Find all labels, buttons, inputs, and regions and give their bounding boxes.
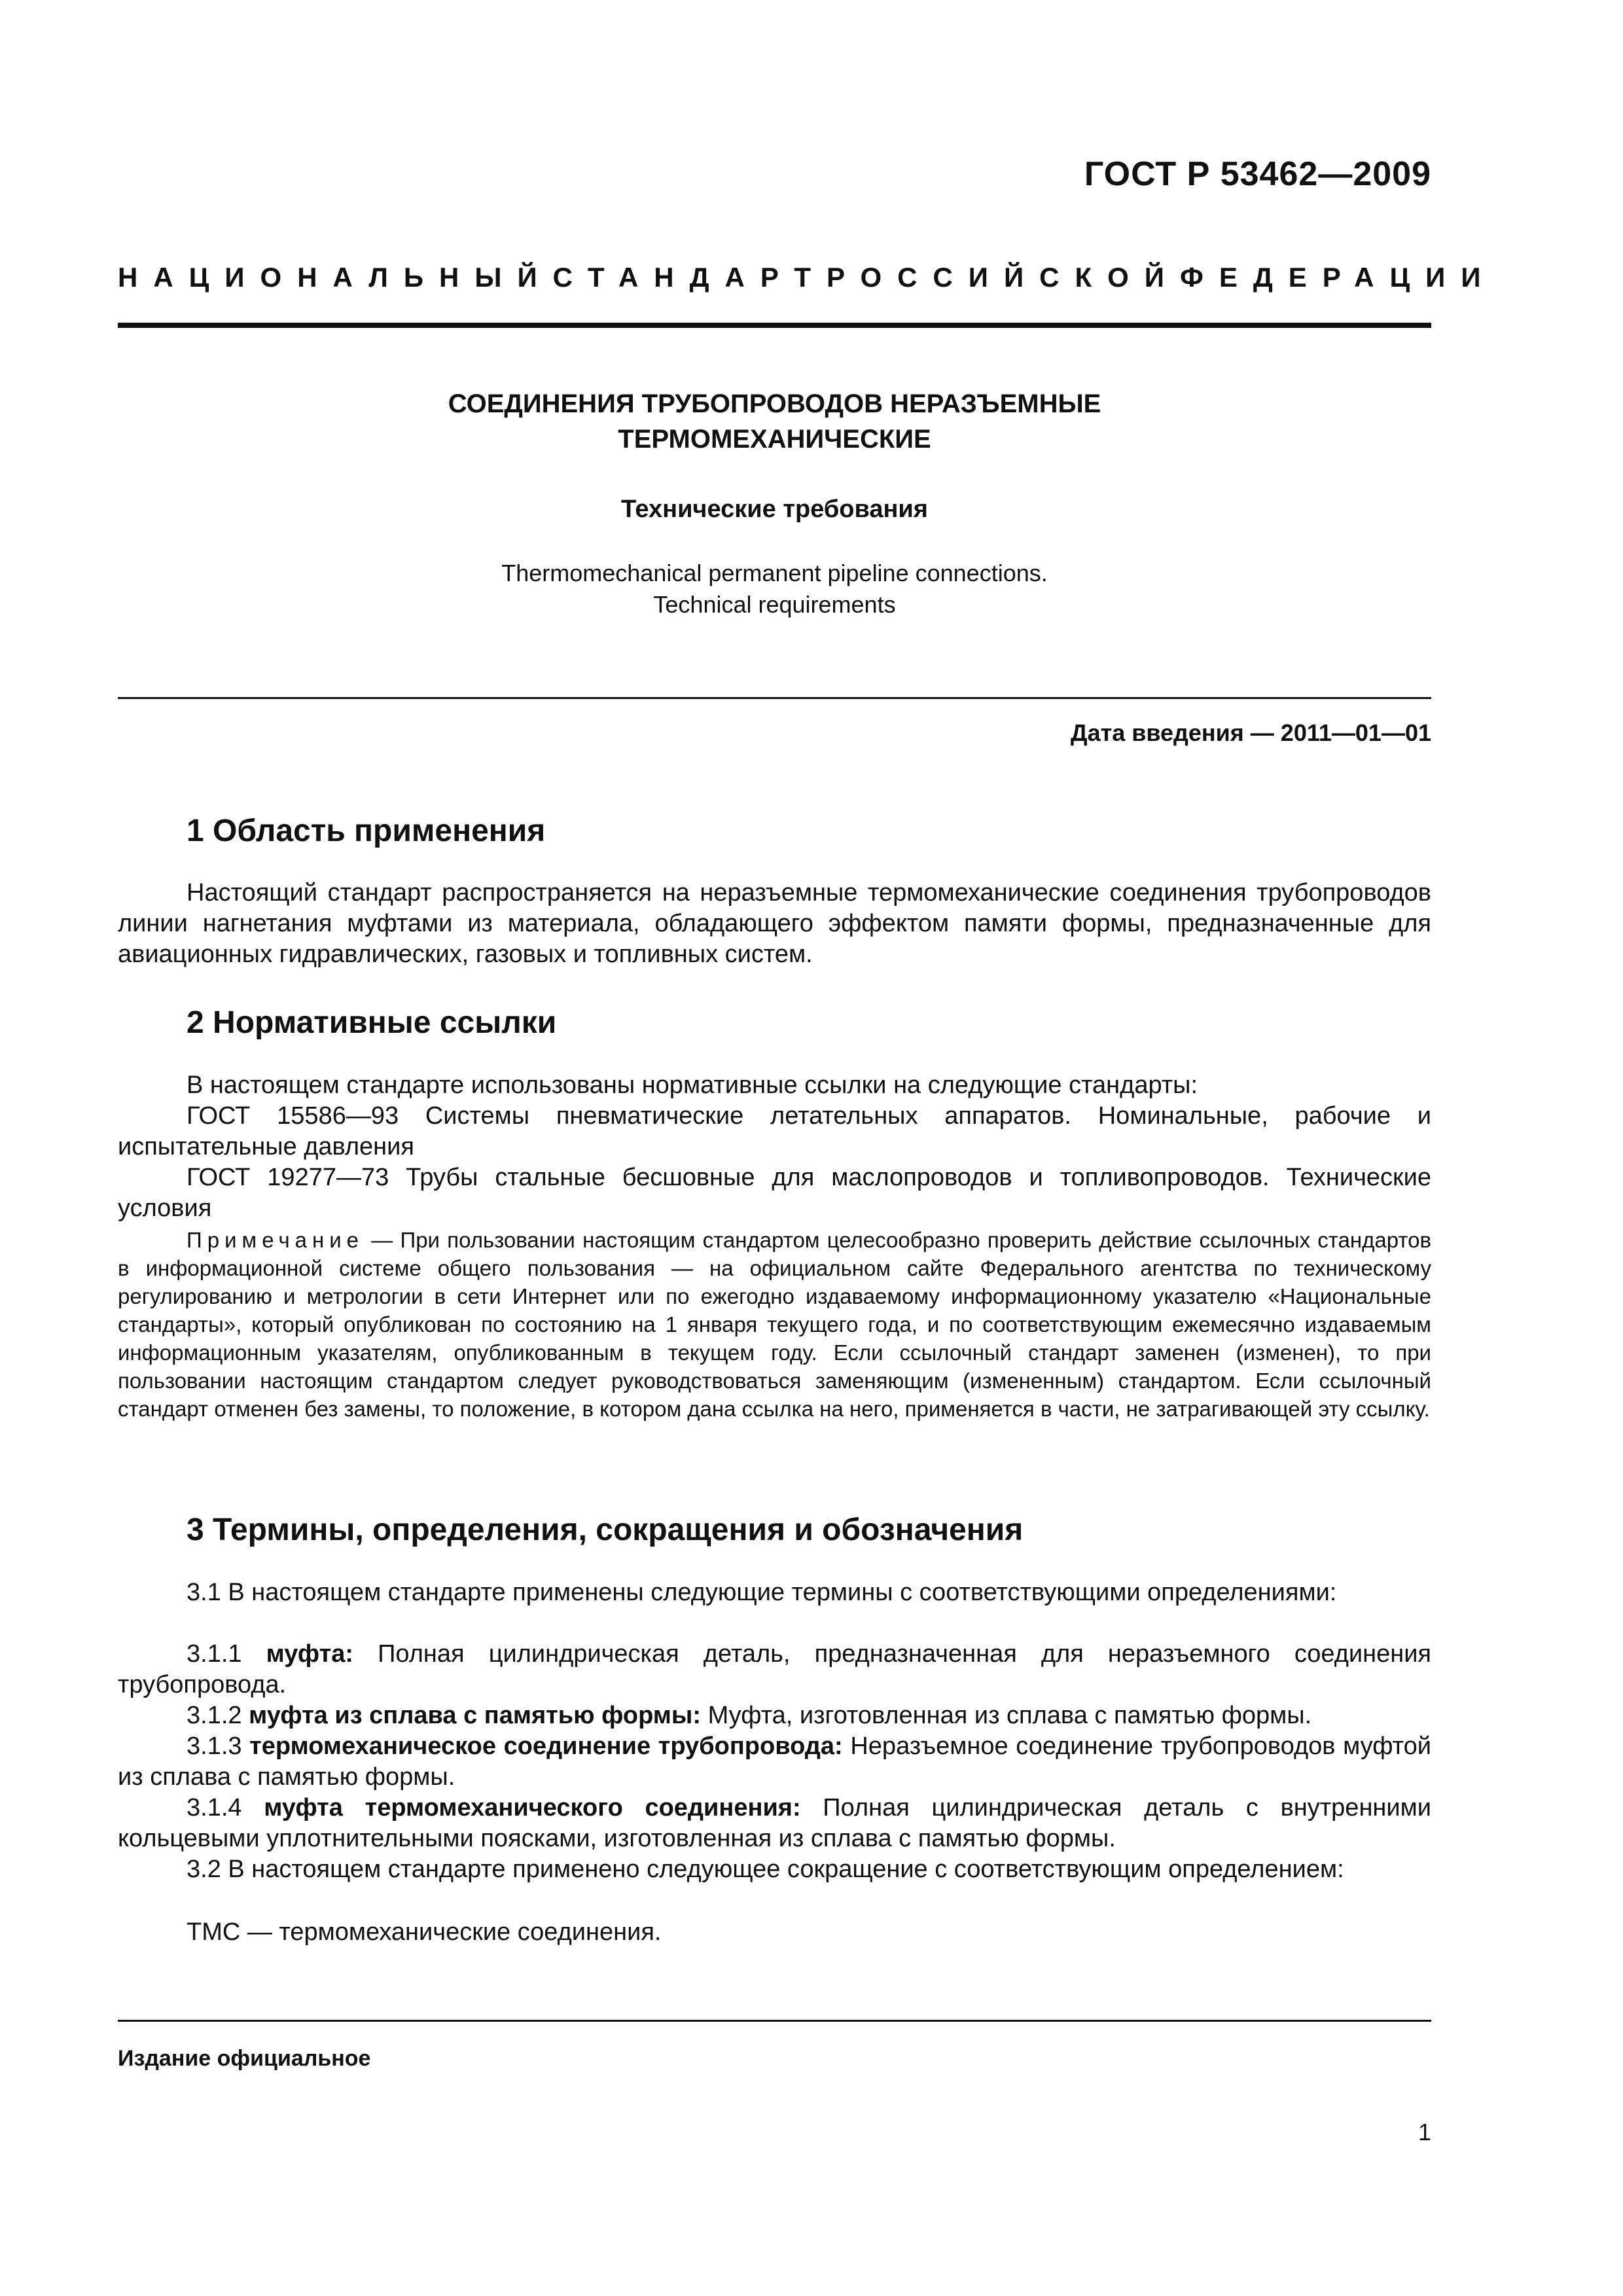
english-title-line-2: Technical requirements [653, 591, 896, 618]
section-2-heading: 2 Нормативные ссылки [187, 1005, 557, 1040]
term-3-1-4 [118, 1793, 1431, 1854]
term-name: муфта термомеханического соединения: [264, 1794, 801, 1821]
document-title [118, 386, 1431, 457]
title-line-1: СОЕДИНЕНИЯ ТРУБОПРОВОДОВ НЕРАЗЪЕМНЫЕ [448, 389, 1101, 418]
header-word-4: ФЕДЕРАЦИИ [1180, 262, 1497, 293]
national-standard-header [118, 262, 1497, 293]
term-definition: Полная цилиндрическая деталь, предназначенная для неразъемного соединения трубопровода. [118, 1640, 1432, 1698]
official-edition-label: Издание официальное [118, 2046, 371, 2071]
term-definition: Неразъемное соединение трубопроводов муфтой из сплава с памятью формы. [118, 1732, 1431, 1791]
header-word-3: РОССИЙСКОЙ [827, 262, 1180, 293]
section-1-heading: 1 Область применения [187, 814, 546, 848]
term-3-1-2 [118, 1700, 1431, 1731]
term-3-1-3 [118, 1731, 1431, 1793]
reference-gost-19277: ГОСТ 19277—73 Трубы стальные бесшовные для маслопроводов и топливопроводов. Технические условия [118, 1164, 1431, 1222]
term-name: термомеханическое соединение трубопровода: [249, 1732, 843, 1760]
note-label: Примечание [187, 1228, 365, 1252]
title-line-2: ТЕРМОМЕХАНИЧЕСКИЕ [618, 425, 931, 454]
term-number: 3.1.3 [187, 1732, 250, 1760]
term-number: 3.1.2 [187, 1702, 249, 1729]
clause-3-1: 3.1 В настоящем стандарте применены следующие термины с соответствующими определениями: [187, 1579, 1337, 1606]
english-title [118, 558, 1431, 620]
header-word-1: НАЦИОНАЛЬНЫЙ [118, 262, 553, 293]
header-divider [118, 323, 1431, 328]
reference-gost-15586: ГОСТ 15586—93 Системы пневматические летательных аппаратов. Номинальные, рабочие и испытательные давления [118, 1102, 1431, 1160]
clause-3-2: 3.2 В настоящем стандарте применено следующее сокращение с соответствующим определением: [187, 1856, 1344, 1883]
abbreviation-tms: ТМС — термомеханические соединения. [187, 1918, 662, 1946]
term-3-1-1 [118, 1639, 1431, 1700]
english-title-line-1: Thermomechanical permanent pipeline connections. [501, 560, 1048, 586]
term-number: 3.1.1 [187, 1640, 266, 1668]
term-definition: Полная цилиндрическая деталь с внутренними кольцевыми уплотнительными поясками, изготовленная из сплава с памятью формы. [118, 1794, 1431, 1852]
section-2-intro: В настоящем стандарте использованы нормативные ссылки на следующие стандарты: [187, 1071, 1198, 1099]
term-definition: Муфта, изготовленная из сплава с памятью формы. [701, 1702, 1312, 1729]
note-paragraph [118, 1226, 1431, 1423]
page-number: 1 [1418, 2119, 1431, 2145]
gost-number: ГОСТ Р 53462—2009 [1084, 155, 1431, 193]
term-name: муфта: [266, 1640, 354, 1668]
term-number: 3.1.4 [187, 1794, 264, 1821]
section-3-heading: 3 Термины, определения, сокращения и обозначения [187, 1513, 1024, 1547]
footer-divider [118, 2020, 1431, 2022]
header-word-2: СТАНДАРТ [552, 262, 827, 293]
introduction-date: Дата введения — 2011—01—01 [1070, 719, 1431, 746]
section-1-text: Настоящий стандарт распространяется на неразъемные термомеханические соединения трубопроводов линии нагнетания муфтами из материала, обладающего эффектом памяти формы, предназначенные для авиационных гидравлических, газовых и топливных систем. [118, 879, 1431, 968]
term-name: муфта из сплава с памятью формы: [249, 1702, 702, 1729]
note-text: — При пользовании настоящим стандартом целесообразно проверить действие ссылочных стандартов в информационной системе общего пользования — на официальном сайте Федерального агентства по техническому регулированию и метрологии в сети Интернет или по ежегодно издаваемому информационному указателю «Национальные стандарты», который опубликован по состоянию на 1 января текущего года, и по соответствующим ежемесячно издаваемым информационным указателям, опубликованным в текущем году. Если ссылочный стандарт заменен (изменен), то при пользовании настоящим стандартом следует руководствоваться заменяющим (измененным) стандартом. Если ссылочный стандарт отменен без замены, то положение, в котором дана ссылка на него, применяется в части, не затрагивающей эту ссылку. [118, 1228, 1431, 1421]
document-subtitle: Технические требования [621, 495, 928, 523]
title-divider [118, 697, 1431, 699]
